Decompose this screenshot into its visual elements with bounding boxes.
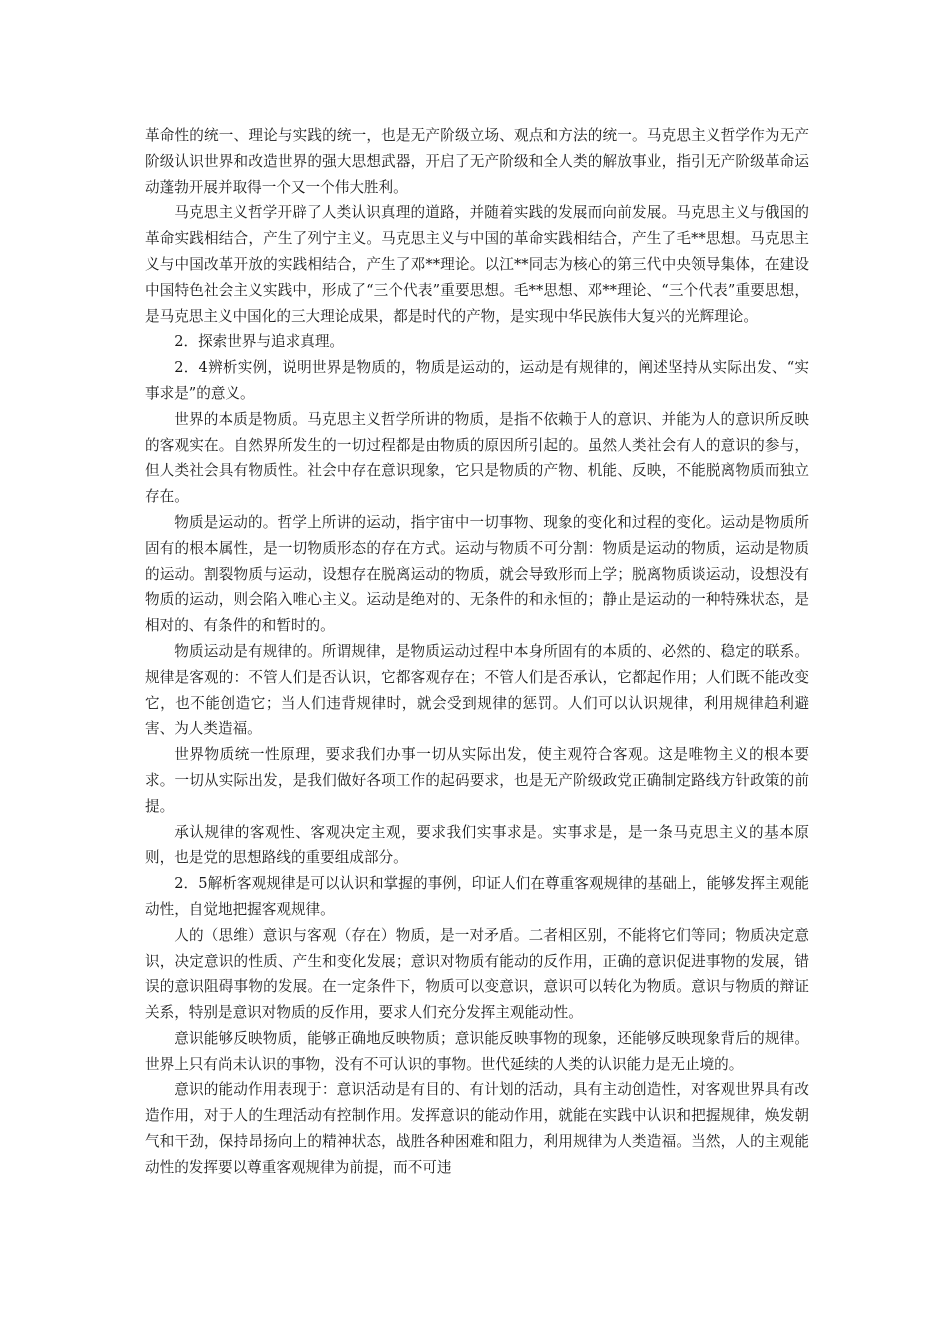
paragraph: 意识的能动作用表现于：意识活动是有目的、有计划的活动，具有主动创造性，对客观世界具有改造作用，对于人的生理活动有控制作用。发挥意识的能动作用，就能在实践中认识和把握规律，焕发朝气和干劲，保持昂扬向上的精神状态，战胜各种困难和阻力，利用规律为人类造福。当然，人的主观能动性的发挥要以尊重客观规律为前提，而不可违: [145, 1081, 809, 1176]
paragraph: 马克思主义哲学开辟了人类认识真理的道路，并随着实践的发展而向前发展。马克思主义与俄国的革命实践相结合，产生了列宁主义。马克思主义与中国的革命实践相结合，产生了毛**思想。马克思主义与中国改革开放的实践相结合，产生了邓**理论。以江**同志为核心的第三代中央领导集体，在建设中国特色社会主义实践中，形成了“三个代表”重要思想。毛**思想、邓**理论、“三个代表”重要思想，是马克思主义中国化的三大理论成果，都是时代的产物，是实现中华民族伟大复兴的光辉理论。: [145, 204, 809, 325]
paragraph: 世界的本质是物质。马克思主义哲学所讲的物质，是指不依赖于人的意识、并能为人的意识所反映的客观实在。自然界所发生的一切过程都是由物质的原因所引起的。虽然人类社会有人的意识的参与，但人类社会具有物质性。社会中存在意识现象，它只是物质的产物、机能、反映，不能脱离物质而独立存在。: [145, 410, 809, 506]
paragraph-continued: 革命性的统一、理论与实践的统一，也是无产阶级立场、观点和方法的统一。马克思主义哲学作为无产阶级认识世界和改造世界的强大思想武器，开启了无产阶级和全人类的解放事业，指引无产阶级革命运动蓬勃开展并取得一个又一个伟大胜利。: [145, 127, 809, 196]
paragraph: 世界物质统一性原理，要求我们办事一切从实际出发，使主观符合客观。这是唯物主义的根本要求。一切从实际出发，是我们做好各项工作的起码要求，也是无产阶级政党正确制定路线方针政策的前提。: [145, 746, 809, 815]
paragraph: 物质是运动的。哲学上所讲的运动，指宇宙中一切事物、现象的变化和过程的变化。运动是物质所固有的根本属性，是一切物质形态的存在方式。运动与物质不可分割：物质是运动的物质，运动是物质的运动。割裂物质与运动，设想存在脱离运动的物质，就会导致形而上学；脱离物质谈运动，设想没有物质的运动，则会陷入唯心主义。运动是绝对的、无条件的和永恒的；静止是运动的一种特殊状态，是相对的、有条件的和暂时的。: [145, 513, 809, 635]
section-heading: 2．探索世界与追求真理。: [174, 333, 345, 351]
document-body: [145, 123, 809, 1181]
paragraph: 物质运动是有规律的。所谓规律，是物质运动过程中本身所固有的本质的、必然的、稳定的联系。规律是客观的：不管人们是否认识，它都客观存在；不管人们是否承认，它都起作用；人们既不能改变它，也不能创造它；当人们违背规律时，就会受到规律的惩罚。人们可以认识规律，利用规律趋利避害、为人类造福。: [145, 642, 809, 738]
subsection-heading: 2．4辨析实例，说明世界是物质的，物质是运动的，运动是有规律的，阐述坚持从实际出发、“实事求是”的意义。: [145, 359, 809, 402]
paragraph: 意识能够反映物质，能够正确地反映物质；意识能反映事物的现象，还能够反映现象背后的规律。世界上只有尚未认识的事物，没有不可认识的事物。世代延续的人类的认识能力是无止境的。: [145, 1029, 809, 1073]
paragraph: 人的（思维）意识与客观（存在）物质，是一对矛盾。二者相区别，不能将它们等同；物质决定意识，决定意识的性质、产生和变化发展；意识对物质有能动的反作用，正确的意识促进事物的发展，错误的意识阻碍事物的发展。在一定条件下，物质可以变意识，意识可以转化为物质。意识与物质的辩证关系，特别是意识对物质的反作用，要求人们充分发挥主观能动性。: [145, 926, 809, 1022]
paragraph: 承认规律的客观性、客观决定主观，要求我们实事求是。实事求是，是一条马克思主义的基本原则，也是党的思想路线的重要组成部分。: [145, 823, 809, 867]
subsection-heading: 2．5解析客观规律是可以认识和掌握的事例，印证人们在尊重客观规律的基础上，能够发挥主观能动性，自觉地把握客观规律。: [145, 875, 809, 918]
